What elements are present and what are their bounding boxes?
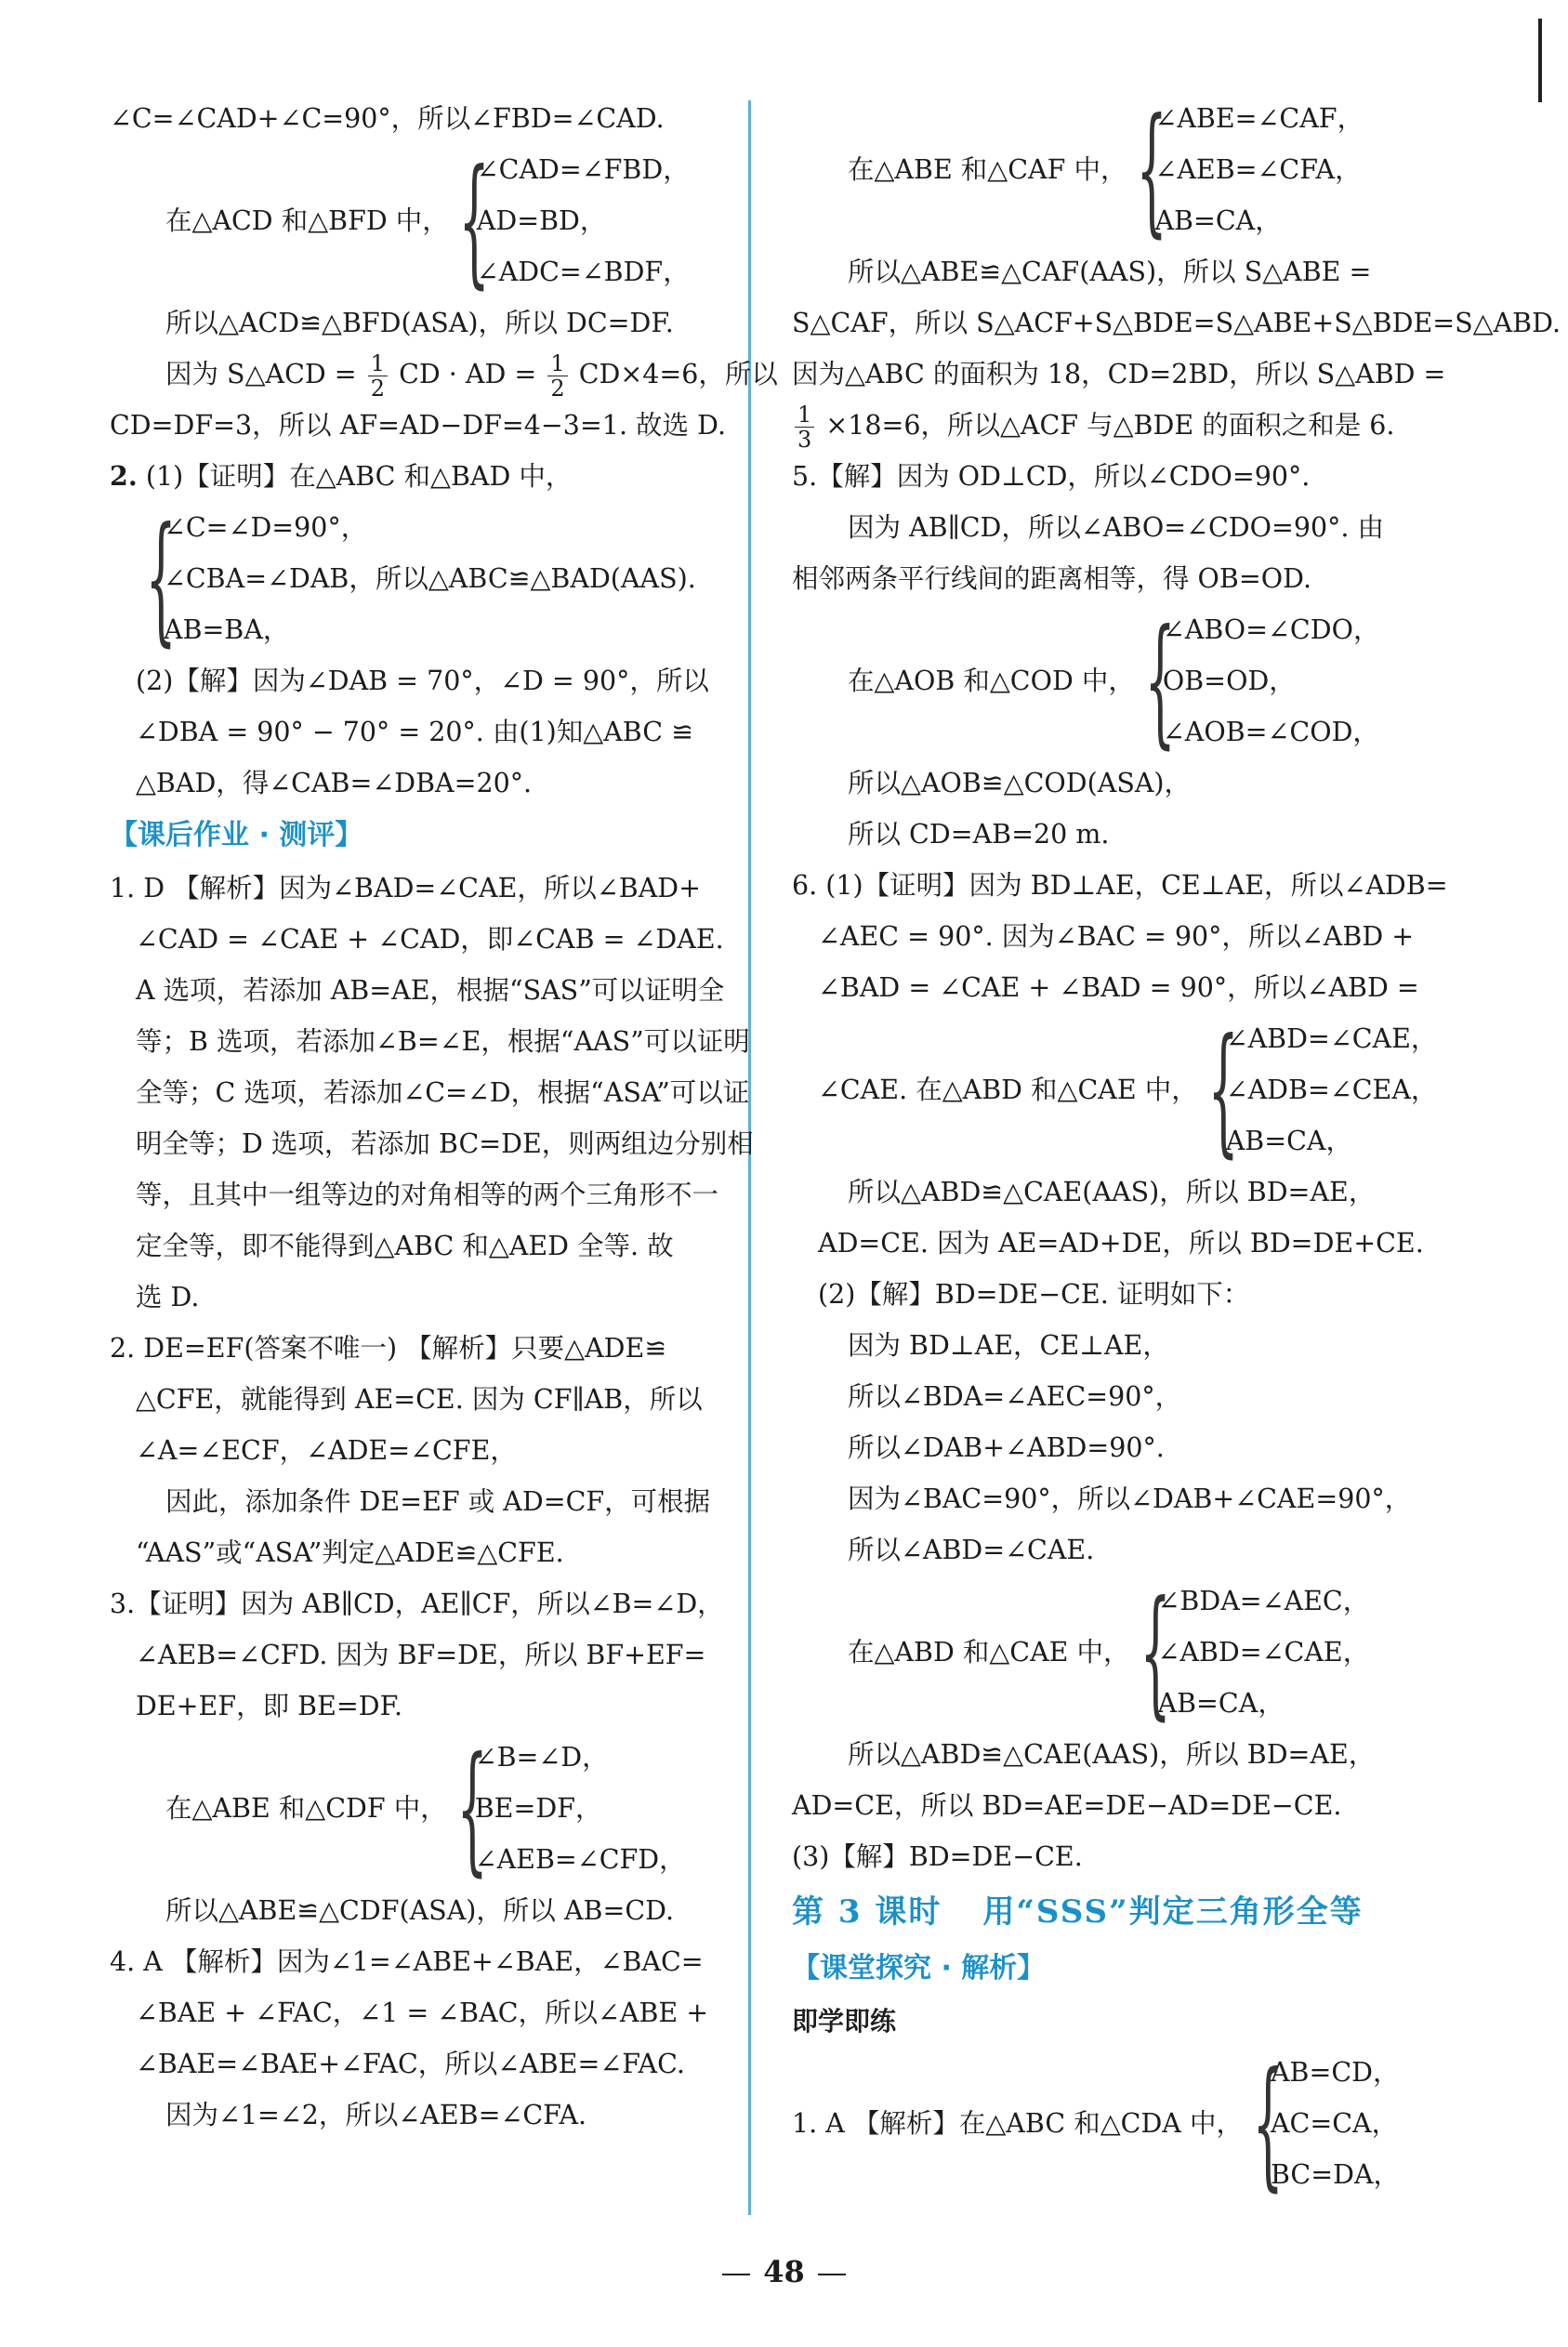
brace-icon: { — [1136, 88, 1168, 251]
text-line: ∠A=∠ECF，∠ADE=∠CFE， — [136, 1435, 517, 1466]
system-line: ∠B=∠D， — [474, 1742, 609, 1773]
text-line: 2. DE=EF(答案不唯一) 【解析】只要△ADE≌ — [110, 1333, 667, 1364]
fraction-denominator: 2 — [550, 376, 565, 402]
fraction-numerator: 1 — [795, 402, 814, 428]
text-line: CD=DF=3，所以 AF=AD−DF=4−3=1. 故选 D. — [110, 410, 727, 441]
system-line: AC=CA， — [1270, 2108, 1399, 2139]
brace-icon: { — [145, 497, 177, 660]
text-line: AD=CE. 因为 AE=AD+DE，所以 BD=DE+CE. — [818, 1228, 1424, 1259]
equation-system — [110, 139, 732, 302]
equation-system — [110, 497, 732, 660]
text-line: 所以△ABD≌△CAE(AAS)，所以 BD=AE， — [848, 1177, 1376, 1207]
fraction — [368, 351, 388, 401]
area-line — [792, 400, 1413, 451]
text-fragment: 2. — [110, 460, 138, 492]
text-line: 选 D. — [136, 1282, 200, 1312]
text-line: 6. (1)【证明】因为 BD⊥AE，CE⊥AE，所以∠ADB= — [792, 870, 1448, 901]
equation-system — [110, 1727, 732, 1890]
fraction-numerator: 1 — [368, 351, 388, 376]
fraction-numerator: 1 — [547, 351, 567, 376]
text-line: ∠BAE=∠BAE+∠FAC，所以∠ABE=∠FAC. — [136, 2049, 685, 2079]
text-line: 因为 AB∥CD，所以∠ABO=∠CDO=90°. 由 — [848, 512, 1385, 543]
text-line: 所以△ABE≌△CDF(ASA)，所以 AB=CD. — [165, 1895, 675, 1926]
system-line: ∠ABE=∠CAF， — [1154, 103, 1364, 134]
system-line: ∠C=∠D=90°， — [164, 512, 368, 543]
text-line: (2)【解】因为∠DAB = 70°，∠D = 90°，所以 — [136, 666, 709, 696]
equation-system — [792, 1571, 1413, 1734]
right-column — [792, 88, 1561, 2205]
text-line: (2)【解】BD=DE−CE. 证明如下： — [818, 1279, 1250, 1310]
system-line: ∠ABD=∠CAE， — [1225, 1023, 1438, 1054]
text-line: 4. A 【解析】因为∠1=∠ABE+∠BAE，∠BAC= — [110, 1946, 704, 1977]
system-label: ∠CAE. 在△ABD 和△CAE 中， — [818, 1075, 1198, 1105]
text-line: 1. D 【解析】因为∠BAD=∠CAE，所以∠BAD+ — [110, 873, 702, 903]
text-line: 全等；C 选项，若添加∠C=∠D，根据“ASA”可以证 — [136, 1077, 750, 1108]
text-line: 所以△ABD≌△CAE(AAS)，所以 BD=AE， — [848, 1739, 1376, 1770]
system-line: AB=BA， — [164, 614, 290, 645]
lesson-title — [792, 1882, 1413, 1942]
text-line: 所以∠BDA=∠AEC=90°， — [848, 1381, 1182, 1412]
left-column — [110, 93, 778, 2141]
text-line: 相邻两条平行线间的距离相等，得 OB=OD. — [792, 563, 1312, 594]
text-line: 所以∠ABD=∠CAE. — [848, 1535, 1095, 1565]
subheading: 即学即练 — [792, 2006, 897, 2037]
fraction-denominator: 2 — [370, 376, 386, 402]
equation-system — [792, 1009, 1438, 1171]
text-line: ∠CAD = ∠CAE + ∠CAD，即∠CAB = ∠DAE. — [136, 924, 724, 955]
text-fragment: ×18=6，所以△ACF 与△BDE 的面积之和是 6. — [825, 410, 1395, 441]
text-line: 3.【证明】因为 AB∥CD，AE∥CF，所以∠B=∠D， — [110, 1589, 724, 1619]
system-label: 在△ABE 和△CDF 中， — [165, 1793, 447, 1824]
system-line: ∠ABD=∠CAE， — [1157, 1637, 1370, 1668]
text-line: 所以△ABE≌△CAF(AAS)，所以 S△ABE = — [848, 257, 1372, 287]
text-line: △CFE，就能得到 AE=CE. 因为 CF∥AB，所以 — [136, 1384, 703, 1415]
text-line: 因为∠1=∠2，所以∠AEB=∠CFA. — [165, 2100, 587, 2130]
brace-icon: { — [1207, 1009, 1239, 1171]
text-line: 所以∠DAB+∠ABD=90°. — [848, 1432, 1165, 1463]
system-line: ∠AOB=∠COD， — [1162, 717, 1379, 747]
fraction — [547, 351, 567, 401]
text-line: (3)【解】BD=DE−CE. — [792, 1841, 1083, 1872]
text-line: 所以 CD=AB=20 m. — [848, 819, 1110, 850]
text-line: ∠C=∠CAD+∠C=90°，所以∠FBD=∠CAD. — [110, 103, 665, 134]
section-heading: 【课后作业 · 测评】 — [110, 819, 363, 851]
text-line: 因为△ABC 的面积为 18，CD=2BD，所以 S△ABD = — [792, 359, 1446, 389]
text-line: A 选项，若添加 AB=AE，根据“SAS”可以证明全 — [136, 975, 725, 1006]
text-fragment: 因为 S△ACD = — [165, 359, 357, 389]
system-label: 在△ABD 和△CAE 中， — [848, 1637, 1130, 1668]
text-line: 所以△AOB≌△COD(ASA)， — [848, 768, 1192, 798]
system-line: ∠AEB=∠CFD， — [474, 1844, 686, 1875]
system-line: AD=BD， — [476, 205, 607, 236]
text-line: ∠BAD = ∠CAE + ∠BAD = 90°，所以∠ABD = — [818, 972, 1419, 1003]
system-line: ∠AEB=∠CFA， — [1154, 154, 1362, 185]
text-line: ∠BAE + ∠FAC，∠1 = ∠BAC，所以∠ABE + — [136, 1998, 709, 2028]
system-label: 在△AOB 和△COD 中， — [848, 666, 1135, 696]
text-line: 因为∠BAC=90°，所以∠DAB+∠CAE=90°， — [848, 1483, 1412, 1514]
text-line: 定全等，即不能得到△ABC 和△AED 全等. 故 — [136, 1231, 674, 1261]
lesson-name: 用“SSS”判定三角形全等 — [982, 1893, 1364, 1931]
system-line: ∠ABO=∠CDO， — [1162, 614, 1380, 645]
text-line: 因为 BD⊥AE，CE⊥AE， — [848, 1330, 1169, 1361]
section-heading: 【课堂探究 · 解析】 — [792, 1952, 1046, 1984]
text-line: ∠AEB=∠CFD. 因为 BF=DE，所以 BF+EF= — [136, 1640, 706, 1670]
text-line: 所以△ACD≌△BFD(ASA)，所以 DC=DF. — [165, 308, 674, 338]
text-line: 因此，添加条件 DE=EF 或 AD=CF，可根据 — [165, 1486, 711, 1517]
text-line: 等；B 选项，若添加∠B=∠E，根据“AAS”可以证明 — [136, 1026, 750, 1057]
equation-system — [792, 2042, 1413, 2205]
brace-icon: { — [1144, 600, 1176, 762]
text-line: 明全等；D 选项，若添加 BC=DE，则两组边分别相 — [136, 1128, 754, 1159]
system-line: AB=CD， — [1270, 2057, 1400, 2088]
text-line: △BAD，得∠CAB=∠DBA=20°. — [136, 768, 533, 798]
lesson-number: 第 3 课时 — [792, 1893, 942, 1931]
text-line: ∠AEC = 90°. 因为∠BAC = 90°，所以∠ABD + — [818, 921, 1415, 952]
text-line: DE+EF，即 BE=DF. — [136, 1691, 403, 1721]
text-line: ∠DBA = 90° − 70° = 20°. 由(1)知△ABC ≌ — [136, 717, 694, 747]
page-number-footer — [0, 2254, 1568, 2289]
system-line: BC=DA， — [1270, 2159, 1401, 2190]
question-2 — [110, 451, 732, 502]
system-line: AB=CA， — [1157, 1688, 1285, 1719]
system-label: 在△ABE 和△CAF 中， — [848, 154, 1127, 185]
system-line: ∠CBA=∠DAB，所以△ABC≌△BAD(AAS). — [164, 563, 696, 594]
fraction — [795, 402, 814, 452]
edge-mark — [1538, 19, 1542, 102]
system-line: ∠CAD=∠FBD， — [476, 154, 690, 185]
brace-icon: { — [1252, 2042, 1284, 2205]
text-line: 5.【解】因为 OD⊥CD，所以∠CDO=90°. — [792, 461, 1311, 492]
system-label: 在△ACD 和△BFD 中， — [165, 205, 449, 236]
fraction-denominator: 3 — [797, 427, 812, 453]
system-line: OB=OD， — [1162, 666, 1296, 696]
system-line: ∠ADB=∠CEA， — [1225, 1075, 1438, 1105]
brace-icon: { — [458, 139, 490, 302]
dash-icon — [722, 2274, 750, 2275]
system-line: ∠BDA=∠AEC， — [1157, 1586, 1370, 1616]
text-line: S△CAF，所以 S△ACF+S△BDE=S△ABE+S△BDE=S△ABD. — [792, 308, 1561, 338]
brace-icon: { — [1139, 1571, 1171, 1734]
equation-system — [792, 88, 1413, 251]
equation-system — [792, 600, 1413, 762]
system-label: 1. A 【解析】在△ABC 和△CDA 中， — [792, 2108, 1243, 2139]
system-line: AB=CA， — [1225, 1126, 1353, 1156]
text-line: AD=CE，所以 BD=AE=DE−AD=DE−CE. — [792, 1790, 1342, 1821]
dash-icon — [818, 2274, 846, 2275]
page-number: 48 — [763, 2254, 805, 2289]
system-line: BE=DF， — [474, 1793, 602, 1824]
text-fragment: (1)【证明】在△ABC 和△BAD 中， — [145, 461, 573, 492]
area-line — [110, 349, 778, 402]
brace-icon: { — [456, 1727, 488, 1890]
text-line: 等，且其中一组等边的对角相等的两个三角形不一 — [136, 1180, 719, 1210]
system-line: ∠ADC=∠BDF， — [476, 257, 690, 287]
system-line: AB=CA， — [1154, 205, 1282, 236]
text-line: “AAS”或“ASA”判定△ADE≌△CFE. — [136, 1537, 564, 1568]
text-fragment: CD · AD = — [399, 359, 537, 389]
text-fragment: CD×4=6，所以 — [578, 359, 778, 389]
